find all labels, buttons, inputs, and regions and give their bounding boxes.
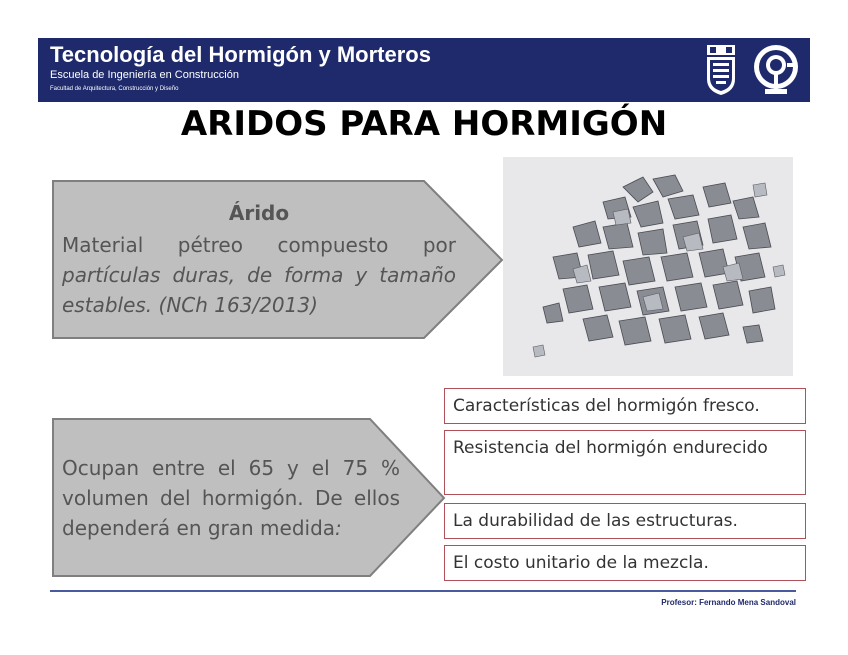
definition-text-italic: partículas duras, de forma y tamaño estables. (NCh 163/2013) <box>62 263 456 317</box>
list-item: La durabilidad de las estructuras. <box>444 503 806 539</box>
course-title: Tecnología del Hormigón y Morteros <box>50 42 431 67</box>
definition-text-plain: Material pétreo compuesto por <box>62 233 456 257</box>
definition-content <box>62 198 456 320</box>
header-banner <box>38 38 810 102</box>
definition-text <box>62 230 456 320</box>
list-item: El costo unitario de la mezcla. <box>444 545 806 581</box>
definition-heading: Árido <box>228 201 290 225</box>
list-item: Resistencia del hormigón endurecido <box>444 430 806 495</box>
list-item: Características del hormigón fresco. <box>444 388 806 424</box>
professor-credit: Profesor: Fernando Mena Sandoval <box>661 598 796 607</box>
slide-title: ARIDOS PARA HORMIGÓN <box>180 104 668 144</box>
faculty-name: Facultad de Arquitectura, Construcción y Diseño <box>50 86 179 92</box>
volume-text-italic: : <box>335 516 342 540</box>
volume-text-plain: Ocupan entre el 65 y el 75 % volumen del hormigón. De ellos dependerá en gran medida <box>62 456 400 540</box>
aggregate-photo <box>503 157 793 376</box>
volume-text <box>62 453 400 543</box>
footer-divider <box>50 590 796 592</box>
faculty-logo-icon <box>751 43 801 97</box>
university-crest-icon <box>704 43 738 97</box>
school-name: Escuela de Ingeniería en Construcción <box>50 69 239 81</box>
